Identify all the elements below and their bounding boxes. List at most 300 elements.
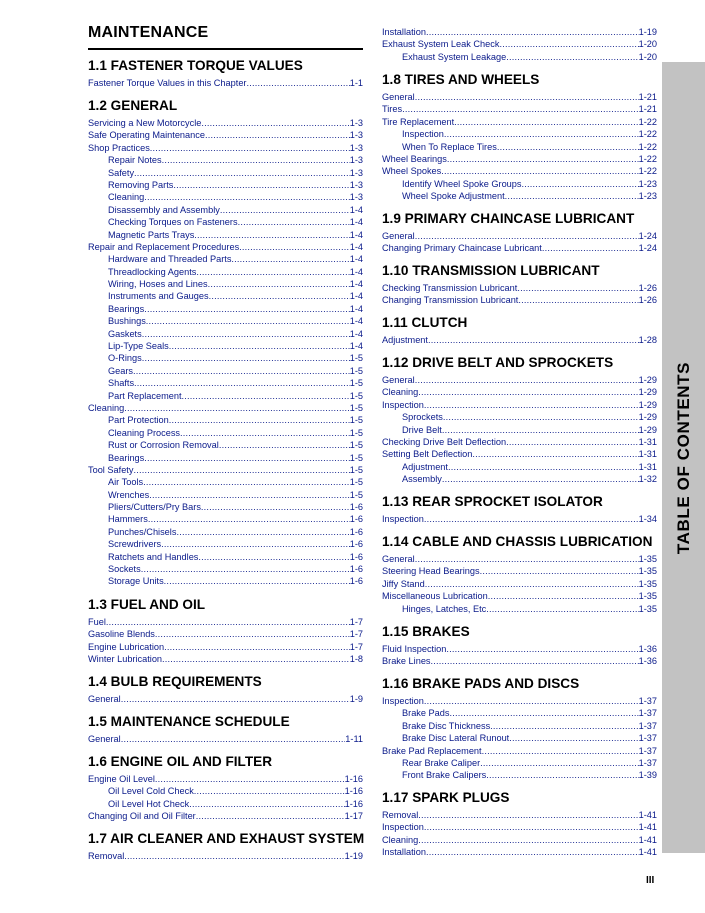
toc-entry-engine-lubrication[interactable] — [88, 641, 363, 653]
toc-section — [88, 95, 363, 588]
dot-leader — [134, 167, 350, 179]
toc-entry-page: 1-26 — [638, 282, 657, 293]
dot-leader — [505, 190, 639, 202]
toc-entry-label: Fastener Torque Values in this Chapter — [88, 77, 247, 88]
dot-leader — [124, 402, 349, 414]
toc-entry-installation[interactable] — [382, 846, 657, 858]
toc-entry-ratchets-and-handles[interactable] — [88, 551, 363, 563]
toc-entry-page: 1-41 — [638, 834, 657, 845]
toc-entry-page: 1-4 — [349, 328, 363, 339]
toc-entry-page: 1-16 — [344, 798, 363, 809]
toc-entry-page: 1-5 — [349, 378, 363, 389]
toc-entry-gaskets[interactable] — [88, 328, 363, 340]
dot-leader — [402, 103, 639, 115]
toc-entry-page: 1-20 — [638, 39, 657, 50]
toc-entry-hammers[interactable] — [88, 514, 363, 526]
toc-entry-wheel-spokes[interactable] — [382, 165, 657, 177]
toc-entry-checking-torques-on-fasteners[interactable] — [88, 216, 363, 228]
toc-entry-label: Bushings — [108, 316, 146, 327]
dot-leader — [121, 693, 350, 705]
toc-entry-page: 1-4 — [349, 229, 363, 240]
toc-entry-general[interactable] — [382, 553, 657, 565]
toc-entry-label: Safe Operating Maintenance — [88, 130, 205, 141]
section-heading: 1.17 SPARK PLUGS — [382, 790, 510, 805]
dot-leader — [415, 230, 639, 242]
toc-entry-label: Installation — [382, 26, 426, 37]
toc-entry-assembly[interactable] — [382, 473, 657, 485]
toc-entry-page: 1-4 — [349, 254, 363, 265]
toc-entry-label: Shop Practices — [88, 142, 150, 153]
toc-entry-adjustment[interactable] — [382, 461, 657, 473]
toc-entry-label: Storage Units — [108, 576, 164, 587]
dot-leader — [196, 810, 345, 822]
dot-leader — [415, 374, 639, 386]
dot-leader — [173, 179, 349, 191]
toc-entry-page: 1-9 — [349, 693, 363, 704]
dot-leader — [176, 526, 349, 538]
toc-entry-label: Servicing a New Motorcycle — [88, 117, 202, 128]
toc-entry-lip-type-seals[interactable] — [88, 340, 363, 352]
toc-section — [88, 828, 363, 862]
toc-entry-servicing-a-new-motorcycle[interactable] — [88, 117, 363, 129]
toc-entry-label: Inspection — [402, 129, 444, 140]
toc-entry-wrenches[interactable] — [88, 489, 363, 501]
toc-entry-page: 1-35 — [638, 566, 657, 577]
section-heading: 1.7 AIR CLEANER AND EXHAUST SYSTEM — [88, 831, 365, 846]
toc-entry-page: 1-29 — [638, 399, 657, 410]
toc-entry-page: 1-29 — [638, 374, 657, 385]
toc-entry-air-tools[interactable] — [88, 476, 363, 488]
toc-entry-setting-belt-deflection[interactable] — [382, 448, 657, 460]
toc-entry-general[interactable] — [382, 374, 657, 386]
dot-leader — [446, 643, 638, 655]
toc-section — [382, 260, 657, 307]
toc-entry-label: Cleaning Process — [108, 427, 181, 438]
toc-entry-page: 1-31 — [638, 436, 657, 447]
toc-entry-drive-belt[interactable] — [382, 424, 657, 436]
toc-entry-tires[interactable] — [382, 103, 657, 115]
dot-leader — [428, 334, 639, 346]
toc-entry-punches-chisels[interactable] — [88, 526, 363, 538]
toc-entry-page: 1-22 — [638, 116, 657, 127]
toc-entry-page: 1-4 — [349, 303, 363, 314]
dot-leader — [201, 501, 350, 513]
toc-entry-label: Tires — [382, 104, 403, 115]
toc-entry-page: 1-4 — [349, 217, 363, 228]
toc-entry-page: 1-7 — [349, 629, 363, 640]
toc-entry-label: When To Replace Tires — [402, 141, 497, 152]
dot-leader — [415, 553, 639, 565]
toc-entry-label: Oil Level Hot Check — [108, 798, 190, 809]
dot-leader — [482, 745, 639, 757]
toc-entry-cleaning[interactable] — [382, 386, 657, 398]
toc-entry-page: 1-5 — [349, 402, 363, 413]
toc-entry-brake-disc-lateral-runout[interactable] — [382, 732, 657, 744]
toc-section — [382, 787, 657, 859]
toc-entry-engine-oil-level[interactable] — [88, 773, 363, 785]
toc-entry-page: 1-5 — [349, 452, 363, 463]
toc-entry-general[interactable] — [382, 91, 657, 103]
toc-entry-rear-brake-caliper[interactable] — [382, 757, 657, 769]
toc-entry-rust-or-corrosion-removal[interactable] — [88, 439, 363, 451]
toc-entry-label: Wiring, Hoses and Lines — [108, 279, 208, 290]
toc-entry-bearings[interactable] — [88, 303, 363, 315]
dot-leader — [442, 473, 639, 485]
toc-entry-inspection[interactable] — [382, 399, 657, 411]
toc-entry-label: General — [382, 230, 415, 241]
toc-entry-label: Gears — [108, 365, 134, 376]
toc-entry-threadlocking-agents[interactable] — [88, 266, 363, 278]
dot-leader — [517, 282, 638, 294]
toc-entry-general[interactable] — [88, 733, 363, 745]
toc-entry-label: Cleaning — [108, 192, 145, 203]
toc-entry-page: 1-35 — [638, 603, 657, 614]
toc-entry-page: 1-41 — [638, 809, 657, 820]
dot-leader — [106, 616, 350, 628]
toc-entry-page: 1-21 — [638, 91, 657, 102]
toc-entry-page: 1-36 — [638, 656, 657, 667]
section-heading: 1.13 REAR SPROCKET ISOLATOR — [382, 494, 603, 509]
toc-entry-label: Checking Transmission Lubricant — [382, 282, 518, 293]
dot-leader — [443, 411, 639, 423]
toc-entry-inspection[interactable] — [382, 128, 657, 140]
toc-entry-label: Screwdrivers — [108, 539, 162, 550]
toc-entry-page: 1-6 — [349, 564, 363, 575]
toc-entry-disassembly-and-assembly[interactable] — [88, 204, 363, 216]
toc-entry-label: Setting Belt Deflection — [382, 449, 473, 460]
dot-leader — [486, 603, 638, 615]
dot-leader — [424, 821, 639, 833]
toc-entry-label: Part Protection — [108, 415, 169, 426]
toc-entry-repair-and-replacement-procedures[interactable] — [88, 241, 363, 253]
dot-leader — [198, 551, 349, 563]
toc-entry-label: Hinges, Latches, Etc — [402, 603, 487, 614]
toc-entry-page: 1-24 — [638, 230, 657, 241]
toc-entry-label: Brake Pads — [402, 708, 450, 719]
toc-entry-page: 1-3 — [349, 117, 363, 128]
toc-entry-removal[interactable] — [382, 809, 657, 821]
toc-entry-part-replacement[interactable] — [88, 390, 363, 402]
toc-entry-changing-oil-and-oil-filter[interactable] — [88, 810, 363, 822]
toc-entry-label: Removal — [88, 850, 125, 861]
dot-leader — [506, 51, 638, 63]
toc-entry-label: Exhaust System Leakage — [402, 51, 507, 62]
section-heading: 1.2 GENERAL — [88, 98, 178, 113]
dot-leader — [506, 436, 639, 448]
toc-entry-label: Fluid Inspection — [382, 643, 447, 654]
toc-entry-part-protection[interactable] — [88, 414, 363, 426]
toc-entry-changing-primary-chaincase-lubricant[interactable] — [382, 242, 657, 254]
toc-entry-miscellaneous-lubrication[interactable] — [382, 590, 657, 602]
toc-entry-cleaning[interactable] — [88, 191, 363, 203]
toc-entry-label: Adjustment — [402, 461, 448, 472]
dot-leader — [180, 427, 350, 439]
toc-entry-label: Gaskets — [108, 328, 142, 339]
toc-entry-exhaust-system-leakage[interactable] — [382, 51, 657, 63]
toc-entry-shop-practices[interactable] — [88, 142, 363, 154]
toc-entry-general[interactable] — [88, 693, 363, 705]
toc-entry-gears[interactable] — [88, 365, 363, 377]
side-tab-label: TABLE OF CONTENTS — [673, 361, 693, 554]
toc-entry-page: 1-37 — [638, 695, 657, 706]
toc-entry-removal[interactable] — [88, 850, 363, 862]
toc-entry-label: Engine Lubrication — [88, 641, 165, 652]
toc-entry-steering-head-bearings[interactable] — [382, 565, 657, 577]
toc-entry-changing-transmission-lubricant[interactable] — [382, 294, 657, 306]
dot-leader — [149, 489, 350, 501]
toc-entry-label: Pliers/Cutters/Pry Bars — [108, 502, 201, 513]
toc-entry-exhaust-system-leak-check[interactable] — [382, 38, 657, 50]
dot-leader — [196, 266, 349, 278]
section-heading: 1.4 BULB REQUIREMENTS — [88, 674, 262, 689]
dot-leader — [488, 590, 639, 602]
toc-entry-label: General — [88, 693, 121, 704]
dot-leader — [238, 216, 350, 228]
toc-entry-tire-replacement[interactable] — [382, 116, 657, 128]
toc-entry-page: 1-5 — [349, 415, 363, 426]
toc-entry-fluid-inspection[interactable] — [382, 643, 657, 655]
dot-leader — [425, 578, 639, 590]
toc-entry-screwdrivers[interactable] — [88, 538, 363, 550]
section-heading: 1.6 ENGINE OIL AND FILTER — [88, 754, 273, 769]
toc-entry-label: Fuel — [88, 616, 106, 627]
section-heading: 1.15 BRAKES — [382, 624, 470, 639]
toc-entry-bushings[interactable] — [88, 315, 363, 327]
toc-entry-label: Shafts — [108, 378, 135, 389]
dot-leader — [444, 128, 639, 140]
section-heading: 1.8 TIRES AND WHEELS — [382, 72, 540, 87]
section-heading: 1.1 FASTENER TORQUE VALUES — [88, 58, 303, 73]
toc-entry-label: Lip-Type Seals — [108, 341, 169, 352]
dot-leader — [518, 294, 638, 306]
toc-entry-hinges-latches-etc[interactable] — [382, 603, 657, 615]
side-tab — [662, 62, 705, 853]
toc-entry-repair-notes[interactable] — [88, 154, 363, 166]
toc-entry-label: Assembly — [402, 474, 442, 485]
toc-entry-inspection[interactable] — [382, 695, 657, 707]
dot-leader — [141, 563, 350, 575]
toc-entry-label: Inspection — [382, 513, 424, 524]
toc-entry-page: 1-35 — [638, 553, 657, 564]
toc-entry-cleaning-process[interactable] — [88, 427, 363, 439]
toc-entry-label: Punches/Chisels — [108, 526, 177, 537]
chapter-title: MAINTENANCE — [88, 24, 363, 50]
toc-entry-wheel-bearings[interactable] — [382, 153, 657, 165]
toc-entry-cleaning[interactable] — [88, 402, 363, 414]
toc-entry-label: Winter Lubrication — [88, 654, 163, 665]
toc-entry-brake-pads[interactable] — [382, 707, 657, 719]
dot-leader — [431, 655, 639, 667]
toc-entry-sockets[interactable] — [88, 563, 363, 575]
dot-leader — [220, 204, 350, 216]
toc-entry-when-to-replace-tires[interactable] — [382, 141, 657, 153]
toc-entry-page: 1-37 — [638, 720, 657, 731]
dot-leader — [144, 452, 349, 464]
toc-entry-installation[interactable] — [382, 26, 657, 38]
toc-entry-front-brake-calipers[interactable] — [382, 769, 657, 781]
dot-leader — [219, 439, 350, 451]
toc-entry-brake-pad-replacement[interactable] — [382, 745, 657, 757]
toc-entry-label: Threadlocking Agents — [108, 266, 197, 277]
toc-entry-page: 1-7 — [349, 616, 363, 627]
toc-entry-label: Brake Disc Lateral Runout — [402, 733, 510, 744]
toc-entry-page: 1-16 — [344, 773, 363, 784]
dot-leader — [480, 757, 638, 769]
toc-entry-page: 1-29 — [638, 424, 657, 435]
section-heading: 1.5 MAINTENANCE SCHEDULE — [88, 714, 290, 729]
toc-entry-fastener-torque-values-in-this-chapter[interactable] — [88, 77, 363, 89]
toc-entry-wiring-hoses-and-lines[interactable] — [88, 278, 363, 290]
toc-entry-identify-wheel-spoke-groups[interactable] — [382, 178, 657, 190]
toc-entry-label: Tool Safety — [88, 464, 134, 475]
dot-leader — [148, 513, 350, 525]
toc-entry-label: Instruments and Gauges — [108, 291, 209, 302]
toc-entry-page: 1-26 — [638, 295, 657, 306]
toc-entry-general[interactable] — [382, 230, 657, 242]
toc-entry-page: 1-5 — [349, 353, 363, 364]
toc-entry-page: 1-39 — [638, 770, 657, 781]
toc-section — [382, 531, 657, 615]
toc-entry-brake-disc-thickness[interactable] — [382, 720, 657, 732]
toc-entry-sprockets[interactable] — [382, 411, 657, 423]
toc-entry-page: 1-4 — [349, 291, 363, 302]
toc-entry-page: 1-6 — [349, 502, 363, 513]
toc-entry-magnetic-parts-trays[interactable] — [88, 229, 363, 241]
dot-leader — [194, 229, 349, 241]
toc-entry-page: 1-5 — [349, 365, 363, 376]
toc-entry-oil-level-hot-check[interactable] — [88, 798, 363, 810]
toc-section — [88, 594, 363, 666]
toc-entry-checking-drive-belt-deflection[interactable] — [382, 436, 657, 448]
toc-entry-inspection[interactable] — [382, 513, 657, 525]
toc-entry-page: 1-22 — [638, 166, 657, 177]
toc-entry-checking-transmission-lubricant[interactable] — [382, 282, 657, 294]
toc-entry-pliers-cutters-pry-bars[interactable] — [88, 501, 363, 513]
toc-entry-page: 1-36 — [638, 643, 657, 654]
dot-leader — [497, 141, 639, 153]
toc-entry-label: Inspection — [382, 695, 424, 706]
toc-entry-removing-parts[interactable] — [88, 179, 363, 191]
toc-entry-safe-operating-maintenance[interactable] — [88, 129, 363, 141]
toc-entry-storage-units[interactable] — [88, 575, 363, 587]
toc-entry-o-rings[interactable] — [88, 352, 363, 364]
toc-entry-wheel-spoke-adjustment[interactable] — [382, 190, 657, 202]
toc-entry-hardware-and-threaded-parts[interactable] — [88, 253, 363, 265]
dot-leader — [162, 154, 350, 166]
toc-entry-page: 1-22 — [638, 129, 657, 140]
toc-section — [382, 69, 657, 203]
toc-entry-page: 1-8 — [349, 654, 363, 665]
toc-entry-brake-lines[interactable] — [382, 655, 657, 667]
toc-entry-page: 1-22 — [638, 153, 657, 164]
dot-leader — [418, 809, 638, 821]
page-number: III — [646, 875, 655, 886]
toc-entry-label: Tire Replacement — [382, 116, 455, 127]
dot-leader — [134, 377, 350, 389]
toc-entry-label: Wrenches — [108, 489, 150, 500]
section-heading: 1.12 DRIVE BELT AND SPROCKETS — [382, 355, 614, 370]
toc-entry-label: Exhaust System Leak Check — [382, 39, 500, 50]
toc-entry-page: 1-23 — [638, 178, 657, 189]
toc-section — [382, 673, 657, 782]
section-heading: 1.11 CLUTCH — [382, 315, 468, 330]
toc-entry-page: 1-37 — [638, 733, 657, 744]
toc-section — [382, 491, 657, 525]
toc-entry-cleaning[interactable] — [382, 834, 657, 846]
toc-entry-label: Adjustment — [382, 334, 428, 345]
dot-leader — [454, 116, 638, 128]
toc-entry-label: Inspection — [382, 822, 424, 833]
dot-leader — [522, 178, 639, 190]
toc-entry-page: 1-5 — [349, 440, 363, 451]
toc-entry-bearings[interactable] — [88, 452, 363, 464]
dot-leader — [418, 834, 638, 846]
toc-entry-label: Wheel Spoke Adjustment — [402, 191, 505, 202]
toc-entry-page: 1-11 — [345, 733, 363, 744]
toc-entry-page: 1-19 — [638, 26, 657, 37]
toc-entry-label: Gasoline Blends — [88, 629, 155, 640]
toc-entry-inspection[interactable] — [382, 821, 657, 833]
toc-entry-tool-safety[interactable] — [88, 464, 363, 476]
toc-entry-page: 1-28 — [638, 334, 657, 345]
toc-entry-shafts[interactable] — [88, 377, 363, 389]
toc-entry-label: Sprockets — [402, 412, 443, 423]
toc-entry-label: Bearings — [108, 452, 145, 463]
toc-entry-jiffy-stand[interactable] — [382, 578, 657, 590]
toc-entry-label: Rust or Corrosion Removal — [108, 440, 219, 451]
toc-entry-page: 1-5 — [349, 489, 363, 500]
toc-entry-page: 1-4 — [349, 241, 363, 252]
toc-entry-fuel[interactable] — [88, 616, 363, 628]
toc-entry-page: 1-7 — [349, 641, 363, 652]
toc-entry-gasoline-blends[interactable] — [88, 628, 363, 640]
toc-entry-label: Bearings — [108, 303, 145, 314]
dot-leader — [509, 732, 638, 744]
toc-entry-safety[interactable] — [88, 167, 363, 179]
toc-entry-label: Wheel Spokes — [382, 166, 442, 177]
toc-entry-winter-lubrication[interactable] — [88, 653, 363, 665]
toc-entry-page: 1-22 — [638, 141, 657, 152]
toc-entry-label: Jiffy Stand — [382, 578, 425, 589]
section-heading: 1.16 BRAKE PADS AND DISCS — [382, 676, 580, 691]
dot-leader — [247, 77, 350, 89]
toc-entry-instruments-and-gauges[interactable] — [88, 290, 363, 302]
toc-section — [382, 26, 657, 63]
dot-leader — [121, 733, 346, 745]
toc-entry-page: 1-5 — [349, 477, 363, 488]
toc-entry-adjustment[interactable] — [382, 334, 657, 346]
toc-entry-label: Magnetic Parts Trays — [108, 229, 195, 240]
dot-leader — [143, 476, 350, 488]
toc-entry-page: 1-41 — [638, 847, 657, 858]
dot-leader — [208, 278, 350, 290]
toc-entry-label: Engine Oil Level — [88, 773, 155, 784]
section-heading: 1.3 FUEL AND OIL — [88, 597, 206, 612]
dot-leader — [490, 720, 638, 732]
dot-leader — [448, 461, 639, 473]
toc-entry-label: Front Brake Calipers — [402, 770, 487, 781]
toc-entry-page: 1-4 — [349, 279, 363, 290]
dot-leader — [415, 91, 639, 103]
toc-entry-oil-level-cold-check[interactable] — [88, 785, 363, 797]
dot-leader — [189, 798, 344, 810]
dot-leader — [155, 773, 345, 785]
toc-entry-page: 1-3 — [349, 142, 363, 153]
toc-entry-page: 1-3 — [349, 179, 363, 190]
toc-entry-label: Safety — [108, 167, 135, 178]
toc-entry-page: 1-4 — [349, 341, 363, 352]
toc-entry-page: 1-6 — [349, 551, 363, 562]
